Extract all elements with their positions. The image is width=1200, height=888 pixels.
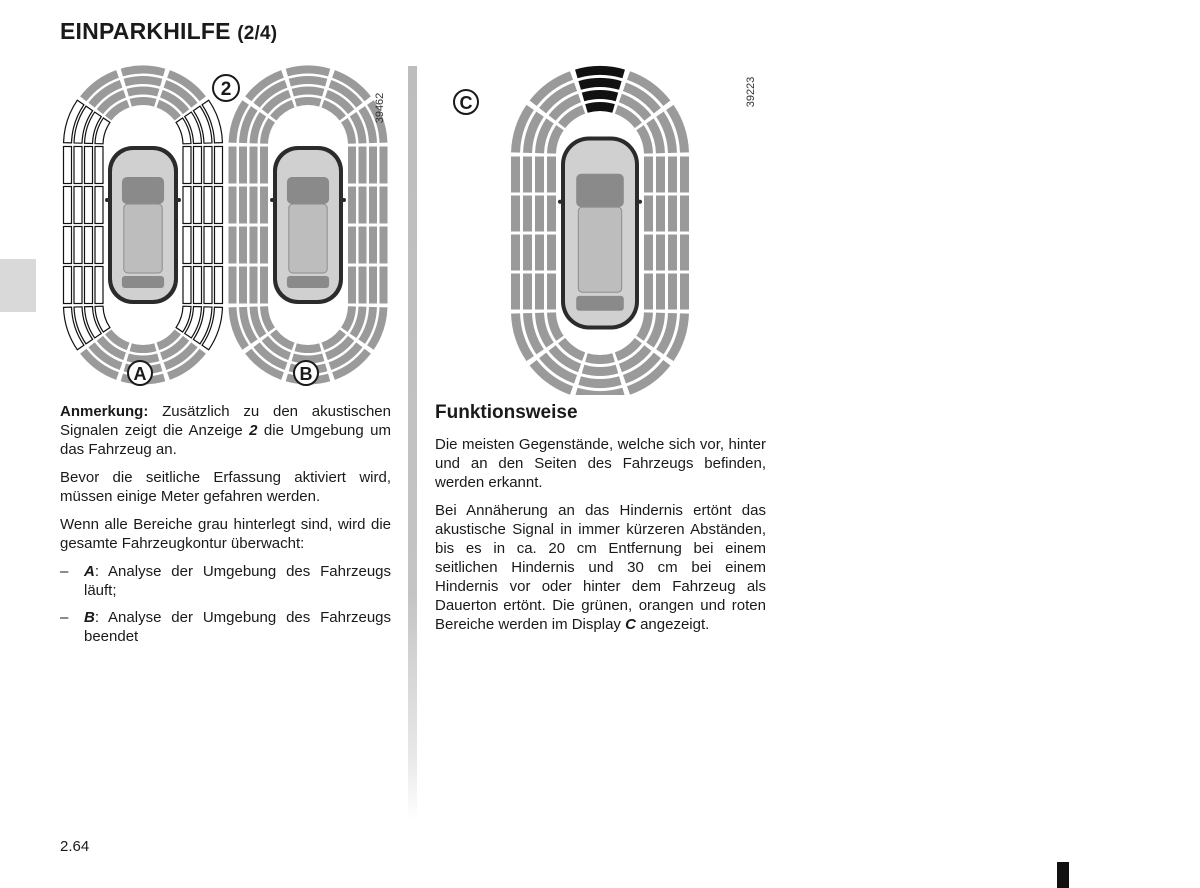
paragraph: Die meisten Gegenstände, welche sich vor, hinter und an den Seiten des Fahrzeugs befinden, werden erkannt. [435, 436, 766, 491]
paragraph: Bevor die seitliche Erfassung aktiviert wird, müssen einige Meter gefahren werden. [60, 469, 391, 505]
parking-display-figure-ab [55, 65, 395, 390]
list-dash: – [60, 609, 69, 626]
column-divider [408, 66, 417, 820]
list-text: : Analyse der Umgebung des Fahrzeugs beendet [84, 609, 391, 645]
paragraph-text: Bei Annäherung an das Hindernis ertönt das akustische Signal in immer kürzeren Abständen, bis es in ca. 20 cm Entfernung bei einem seitlichen Hindernis und 30 cm bei einem Hindernis vor oder hinter dem Fahrzeug als Dauerton ertönt. Die grünen, orangen und roten Bereiche werden im Display [435, 502, 766, 633]
left-text-column [60, 402, 391, 654]
right-text-column [435, 402, 766, 643]
figure-reference-number: 39223 [745, 76, 757, 108]
list-text: : Analyse der Umgebung des Fahrzeugs läuft; [84, 563, 391, 599]
callout-a-label: A [133, 364, 147, 384]
callout-a [128, 361, 152, 385]
title-text: EINPARKHILFE [60, 18, 231, 44]
note-paragraph [60, 402, 391, 459]
parking-display-figure-c [430, 65, 770, 395]
paragraph-text-end: angezeigt. [635, 616, 710, 633]
display-b [229, 66, 388, 385]
callout-2 [213, 75, 239, 101]
note-label: Anmerkung: [60, 403, 149, 420]
paragraph: Wenn alle Bereiche grau hinterlegt sind, wird die gesamte Fahrzeugkontur überwacht: [60, 516, 391, 552]
list-key: B [84, 609, 95, 626]
callout-c-label: C [459, 93, 473, 113]
callout-b-label: B [299, 364, 313, 384]
paragraph [435, 501, 766, 634]
chapter-tab [0, 259, 36, 312]
display-ref: C [625, 616, 636, 633]
callout-c [454, 90, 478, 114]
page-edge-marker [1057, 862, 1069, 888]
callout-2-label: 2 [220, 79, 232, 100]
list-item [60, 608, 391, 646]
figure-reference-number: 39462 [374, 92, 386, 124]
callout-b [294, 361, 318, 385]
page-number: 2.64 [60, 838, 90, 855]
page-title [60, 18, 277, 45]
list-dash: – [60, 563, 69, 580]
display-c [511, 66, 689, 395]
note-ref: 2 [249, 422, 258, 439]
title-page-indicator: (2/4) [237, 23, 278, 44]
list-key: A [84, 563, 95, 580]
note-text-end: die Umgebung um das Fahrzeug an. [60, 422, 391, 458]
list-item [60, 562, 391, 600]
display-a [64, 66, 223, 385]
status-list [60, 562, 391, 646]
section-heading: Funktionsweise [435, 402, 578, 423]
note-text: Zusätzlich zu den akustischen Signalen zeigt die Anzeige [60, 403, 391, 439]
